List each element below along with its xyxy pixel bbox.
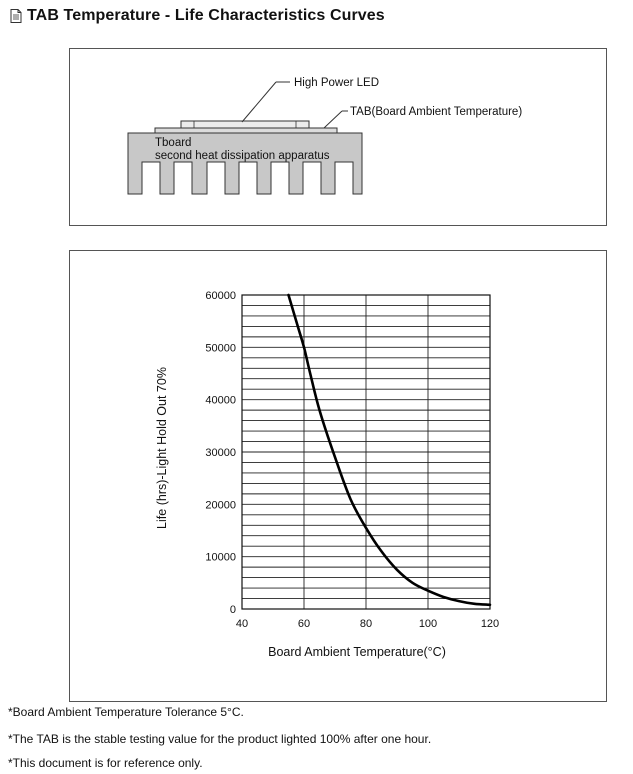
x-axis-label: Board Ambient Temperature(°C) bbox=[268, 645, 446, 659]
x-tick-label: 60 bbox=[297, 618, 311, 630]
y-axis-label: Life (hrs)-Light Hold Out 70% bbox=[155, 367, 169, 529]
led-label: High Power LED bbox=[294, 77, 380, 89]
heatsink-diagram-svg bbox=[70, 49, 606, 225]
chart-series bbox=[289, 295, 491, 605]
x-tick-label: 40 bbox=[235, 618, 249, 630]
chart-grid bbox=[242, 295, 490, 609]
document-icon bbox=[10, 9, 22, 23]
chart-ticks bbox=[205, 290, 499, 630]
life-chart bbox=[70, 251, 606, 701]
tab-leader-line bbox=[324, 111, 342, 128]
page-title bbox=[10, 5, 385, 27]
led-leader-line bbox=[242, 82, 276, 122]
tab-board bbox=[155, 128, 337, 133]
life-chart-panel bbox=[69, 250, 607, 702]
y-tick-label: 60000 bbox=[205, 290, 236, 302]
life-curve bbox=[289, 295, 491, 605]
heat-dissipation-label: second heat dissipation apparatus bbox=[155, 150, 330, 162]
note-reference: *This document is for reference only. bbox=[8, 756, 203, 770]
x-tick-label: 120 bbox=[480, 618, 500, 630]
note-tolerance: *Board Ambient Temperature Tolerance 5°C. bbox=[8, 705, 244, 719]
x-tick-label: 80 bbox=[359, 618, 373, 630]
y-tick-label: 50000 bbox=[205, 342, 236, 355]
heatsink-diagram bbox=[69, 48, 607, 226]
y-tick-label: 20000 bbox=[205, 499, 236, 512]
y-tick-label: 30000 bbox=[205, 447, 236, 459]
y-tick-label: 10000 bbox=[205, 551, 236, 564]
y-tick-label: 0 bbox=[229, 604, 236, 616]
page-title-text: TAB Temperature - Life Characteristics Curves bbox=[27, 7, 385, 24]
y-tick-label: 40000 bbox=[205, 394, 236, 407]
x-tick-label: 100 bbox=[418, 618, 438, 630]
high-power-led bbox=[181, 121, 309, 128]
board-label: Tboard bbox=[155, 137, 192, 149]
note-tab: *The TAB is the stable testing value for the product lighted 100% after one hour. bbox=[8, 732, 432, 746]
tab-label: TAB(Board Ambient Temperature) bbox=[350, 106, 523, 118]
